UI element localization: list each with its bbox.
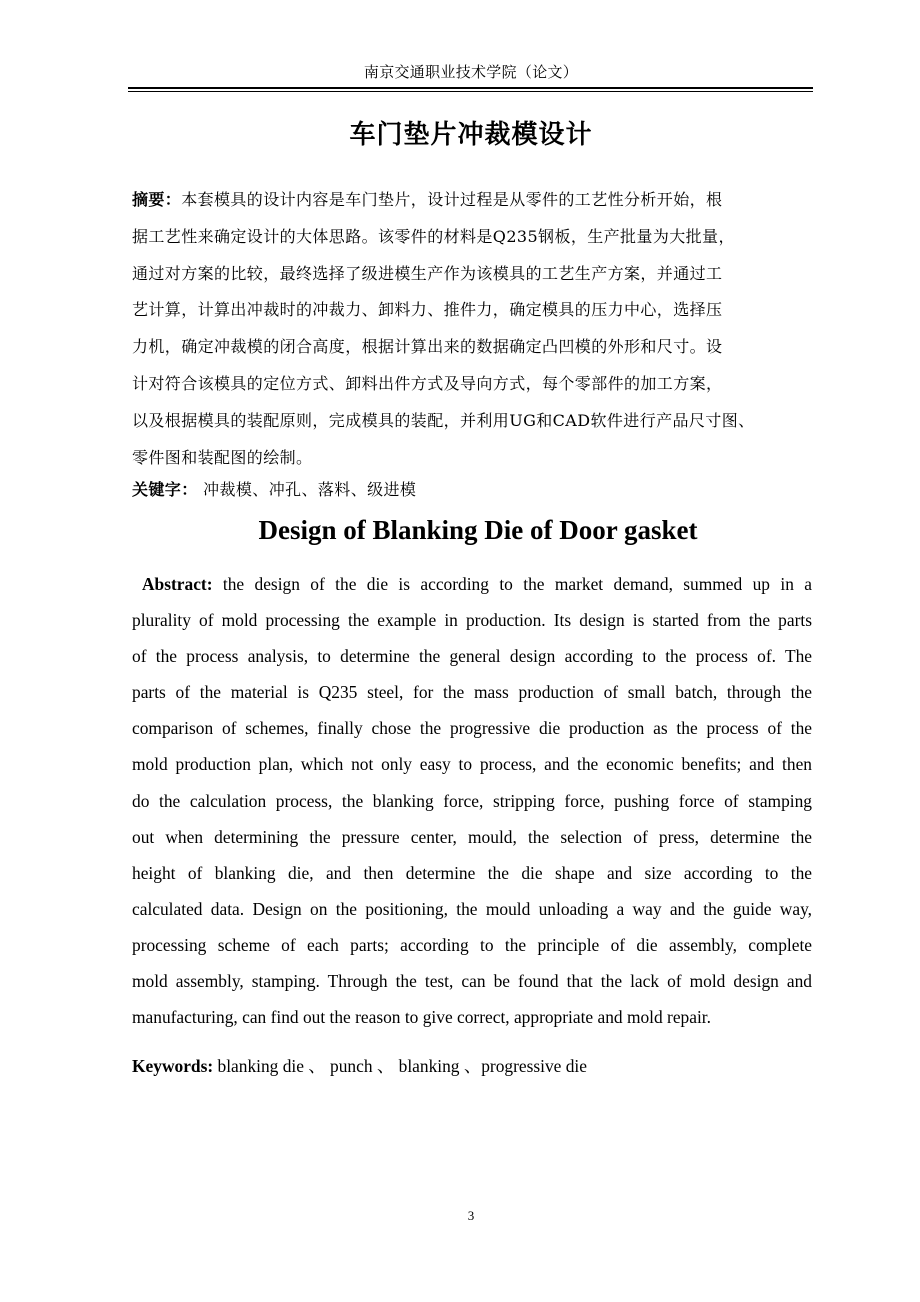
- chinese-abstract: [132, 182, 822, 476]
- english-abstract-line: [132, 566, 812, 602]
- english-keywords: [132, 1050, 587, 1082]
- english-title: Design of Blanking Die of Door gasket: [258, 515, 698, 545]
- english-abstract-line: processing scheme of each parts; according to the principle of die assembly, complete: [132, 934, 812, 955]
- english-abstract-line: do the calculation process, the blanking force, stripping force, pushing force of stamping: [132, 790, 812, 811]
- chinese-abstract-label: 摘要：: [132, 190, 182, 209]
- chinese-abstract-line: 计对符合该模具的定位方式、卸料出件方式及导向方式，每个零部件的加工方案，: [132, 373, 723, 393]
- english-abstract-line: out when determining the pressure center, mould, the selection of press, determine the: [132, 826, 812, 847]
- english-abstract-line: calculated data. Design on the positioning, the mould unloading a way and the guide way,: [132, 898, 812, 919]
- page-number: 3: [467, 1208, 475, 1223]
- english-keywords-text: blanking die 、 punch 、 blanking 、progressive die: [213, 1056, 587, 1076]
- english-abstract-line: mold assembly, stamping. Through the test, can be found that the lack of mold design and: [132, 971, 812, 992]
- english-abstract-line: of the process analysis, to determine the general design according to the process of. The: [132, 646, 812, 667]
- english-abstract-label: Abstract:: [142, 574, 213, 594]
- english-abstract-line: manufacturing, can find out the reason to give correct, appropriate and mold repair.: [132, 1007, 711, 1028]
- english-abstract-text: the design of the die is according to the market demand, summed up in a: [212, 574, 812, 594]
- english-abstract-line: plurality of mold processing the example in production. Its design is started from the parts: [132, 610, 812, 631]
- english-abstract-line: height of blanking die, and then determine the die shape and size according to the: [132, 862, 812, 883]
- chinese-abstract-line: [132, 182, 822, 219]
- chinese-abstract-text: 本套模具的设计内容是车门垫片，设计过程是从零件的工艺性分析开始，根: [181, 190, 723, 209]
- page-header: 南京交通职业技术学院（论文）: [363, 63, 579, 81]
- english-keywords-label: Keywords:: [132, 1056, 214, 1076]
- english-abstract-line: mold production plan, which not only easy to process, and the economic benefits; and then: [132, 754, 812, 775]
- chinese-abstract-line: 力机，确定冲裁模的闭合高度，根据计算出来的数据确定凸凹模的外形和尺寸。设: [132, 337, 723, 357]
- english-abstract-line: comparison of schemes, finally chose the progressive die production as the process of the: [132, 718, 812, 739]
- chinese-abstract-line: 据工艺性来确定设计的大体思路。该零件的材料是Q235钢板，生产批量为大批量，: [132, 226, 735, 246]
- chinese-abstract-line: 艺计算，计算出冲裁时的冲裁力、卸料力、推件力，确定模具的压力中心，选择压: [132, 300, 723, 320]
- english-abstract-line: parts of the material is Q235 steel, for the mass production of small batch, through the: [132, 682, 812, 703]
- english-abstract: [132, 566, 812, 1035]
- chinese-keywords: [132, 474, 416, 506]
- chinese-keywords-text: 冲裁模、冲孔、落料、级进模: [197, 480, 417, 499]
- chinese-title: 车门垫片冲裁模设计: [349, 120, 593, 150]
- chinese-abstract-line: 零件图和装配图的绘制。: [132, 447, 313, 467]
- header-rule-thick: [128, 87, 813, 89]
- chinese-abstract-line: 以及根据模具的装配原则，完成模具的装配，并利用UG和CAD软件进行产品尺寸图、: [132, 410, 755, 430]
- header-rule-thin: [128, 91, 813, 92]
- chinese-abstract-line: 通过对方案的比较，最终选择了级进模生产作为该模具的工艺生产方案，并通过工: [132, 263, 723, 283]
- chinese-keywords-label: 关键字：: [132, 480, 198, 499]
